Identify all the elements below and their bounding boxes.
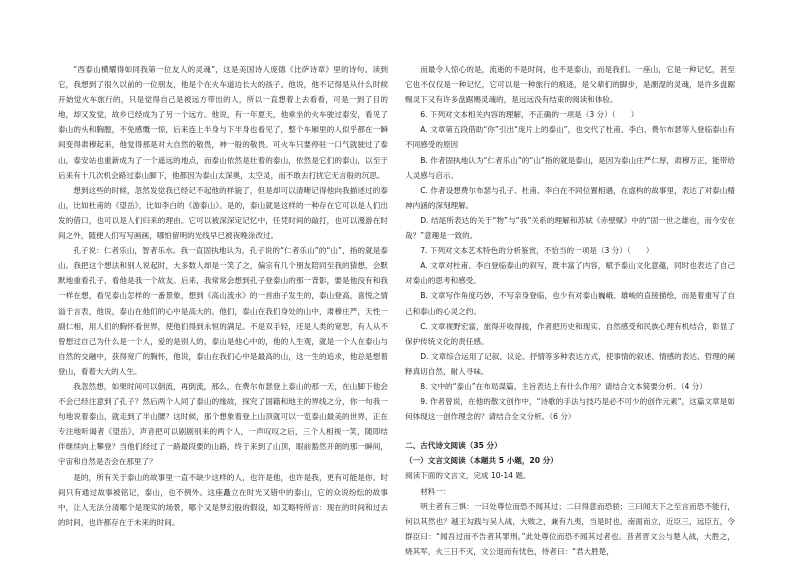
essay-paragraph-5: 是的，所有关于泰山的故事里一直不缺少这样的人，也许是他，也许是我，更有可能是你。时间只有通过故事被铭记，泰山，也不例外。这座矗立在时光又错中的泰山，它的众说纷纭的故事中，让人无法分清哪个是现实的场景，哪个又是梦幻般的假设，如艾略特所言：现在的时间和过去的时间，也许都存在于未来的时间。 xyxy=(58,472,388,527)
question-7-option-b: B. 文章写作角度巧妙，不写亲身登临，也少有对泰山巍峨、雄峻的直接描绘，而是着重写了自己和泰山的心灵之约。 xyxy=(405,291,735,316)
question-7-option-a: A. 文章对杜甫、李白登临泰山的叙写，既丰富了内容，赋予泰山文化意蕴，同时也表达了自己对泰山的思考和感受。 xyxy=(405,261,735,286)
subsection-heading: （一）文言文阅读（本题共 5 小题，20 分） xyxy=(405,456,558,466)
reading-instruction: 阅读下面的文言文，完成 10-14 题。 xyxy=(405,471,531,481)
question-7-option-c: C. 文章视野宏富，旅得开收得拢，作者把历史和现实、自然感受和民族心理有机结合，彰显了保护传统文化的责任感。 xyxy=(405,321,735,346)
question-6-option-b: B. 作者固执地认为“仁者乐山”的“山”指的就是泰山，是因为泰山庄严仁厚，肃穆万正，能带给人灵感与启示。 xyxy=(405,155,735,180)
right-column xyxy=(405,62,735,559)
section-heading: 二、古代诗文阅读（35 分） xyxy=(405,441,502,451)
material-label: 材料一： xyxy=(420,486,451,496)
question-6-option-a: A. 文章第五段借助“你”引出“庞片上的泰山”，也交代了杜甫、李白、费尔布瑟等人登临泰山有不同感受的原因 xyxy=(405,125,735,150)
essay-closing-paragraph: 而最令人惊心的是，流逝的不是时间，也不是泰山，而是我们。一座山，它是一种记忆，甚至它也不仅仅是一种记忆，它可以是一种旅行的痕迹，是父辈们的脚步，是潮湿的灵魂，是许多盘踞赐灵下又有许多盘踞赐灵魂的，是远远没有结束的阅读和体验。 xyxy=(405,65,735,105)
question-6-option-d: D. 结尾所表达的关于“物”与“我”关系的理解和苏轼《赤壁赋》中的“固一世之雄也，而今安在哉？”意趣是一致的。 xyxy=(405,215,735,241)
question-8: 8. 文中的“泰山”在布局谋篇、主旨表达上有什么作用？请结合文本简要分析。（4 分） xyxy=(420,381,707,391)
question-6-option-c: C. 作者设想费尔布瑟与孔子、杜甫、李白在不同位置相遇，在虚构的故事里，表达了对泰山精神内涵的深刻理解。 xyxy=(405,185,735,210)
essay-paragraph-3: 孔子说：仁者乐山，智者乐水。我一直固执地认为，孔子说的“仁者乐山”的“山”，指的就是泰山。我把这个想法和别人说起时，大多数人却是一笑了之，偏宗有几个朋友陪同至我的猜想，会默默地重看孔子，看他是我一个故友。后来，我常常会想到孔子登泰山的那一背影，要是他没有和我一样在想，看见泰山怎样的一番景象，想到《高山流水》的一首曲子发生的，泰山登高，喜悦之情溢于言表，他说，泰山在他们的心中是高大的。他们，泰山在我们身处的山中，肃穆庄严，天性一副仁相，用人们的胸怀看世界，使他们得到永恒的满足。不是双手轻，还是人类的宽恕，有人从不曾想过自己为什么是一个人，爱的是别人的，泰山是他心中的，他的人生观，就是一个人在泰山与自然的交融中，获得宽广的胸怀，他说，泰山在我们心中是最高的山，这一生的追求，他总是想着登山，看着大大的人生。 xyxy=(58,246,388,376)
question-7: 7. 下列对文本艺术特色的分析鉴赏，不恰当的一项是（3 分）（ ） xyxy=(420,246,654,256)
section-gap xyxy=(405,424,735,438)
left-column xyxy=(58,62,388,530)
essay-paragraph-2: 想到这些的时候，忽然发觉我已经记不起他的样貌了，但是却可以清晰记得他向我描述过的泰山，比如杜甫的《望岳》，比如李白的《游泰山》。是的，泰山就是这样的一种存在它可以是人们出发的借口，也可以是人们归来的理由。它可以被深深定记忆中，任凭时间的敲打，也可以漫游在时间之外，随便人们写写画画，哪怕留明的光线早已被夜晚涂改过。 xyxy=(58,185,388,241)
essay-paragraph-1: “西泰山横耀得如同我第一位友人的灵魂”，这是美国诗人庞德《比萨诗章》里的诗句。读到它，我想到了很久以前的一位朋友，他是个在火车道边长大的孩子。他说，他不记得是从什么时候开始觉火车旅行的，只是觉得自己是被远方带出的人，所以一直想着上去看看，可是一到了目的地，却又发觉，故乡已经成为了另一个远方。他说，有一年夏天，他乘坐的火车驶过泰安，看见了泰山的头和胸膛，不免感慨一惊，后来连上半身与下半身也看见了，整个车厢里的人似乎都在一瞬间变得肃穆起来，他觉得那是对大自然的敬畏，神一般的敬畏。可火车只要停驻一口气就驶过了泰山，泰安站也重新成为了一个遥远的地点，而泰山依然是壮着的泰山，依然是它们的泰山，以至于后来有十几次机会路过泰山脚下，他都因为泰山太深奥，太空灵，而不敢去打扰它无言般的沉思。 xyxy=(58,65,388,180)
essay-paragraph-4: 我忽然想，如果时间可以倒流，再倒流，那么，在费尔布瑟登上泰山的那一天，在山脚下他会不会已经注意到了孔子？然后两个人同了泰山的缘故，探究了国籍和地主的界线之分，你一句我一句地说着泰山，就走到了半山腰？这时候，那个想象着登上山顶就可以一览泰山最美的世界，正在专注地听谒者《望岳》，声音把可以剧剧别来的两个人，一声叹叹之后，三个人相视一笑，随即结伴继续向上攀登？当他们经过了一路最段要的山路，终于来到了山顶，眼前豁然开朗的那一瞬间，宇宙和自然是否会在那里了？ xyxy=(58,381,388,467)
question-6: 6. 下列对文本相关内容的理解，不正确的一项是（3 分）（ ） xyxy=(420,110,639,120)
classical-passage: 明主者有三惧：一曰处尊位而恐不闻其过；二曰得意而恐骄；三曰闻天下之至言而恐不能行，何以其然也？越王勾践与吴人战，大败之，兼有九夷，当是时也，南面而立，近臣三，远臣五，令群臣曰：“闻吾过而不告者其罪刑。”此处尊位而恐不闻其过者也。昔者晋文公与楚人战，大胜之，烧其军，火三日不灭，文公退而有忧色，侍者曰：“君大胜楚， xyxy=(405,501,735,556)
question-9: 9. 作者曾说，在他的散文创作中，“诗歌的手法与技巧是必不可少的创作元素”，这篇文章是如何体现这一创作理念的？请结合全文分析。（6 分） xyxy=(405,397,735,422)
question-7-option-d: D. 文章综合运用了记叙、议论、抒情等多种表达方式，使事情的叙述、情感的表达、哲理的阐释真切自然，耐人寻味。 xyxy=(405,351,735,376)
